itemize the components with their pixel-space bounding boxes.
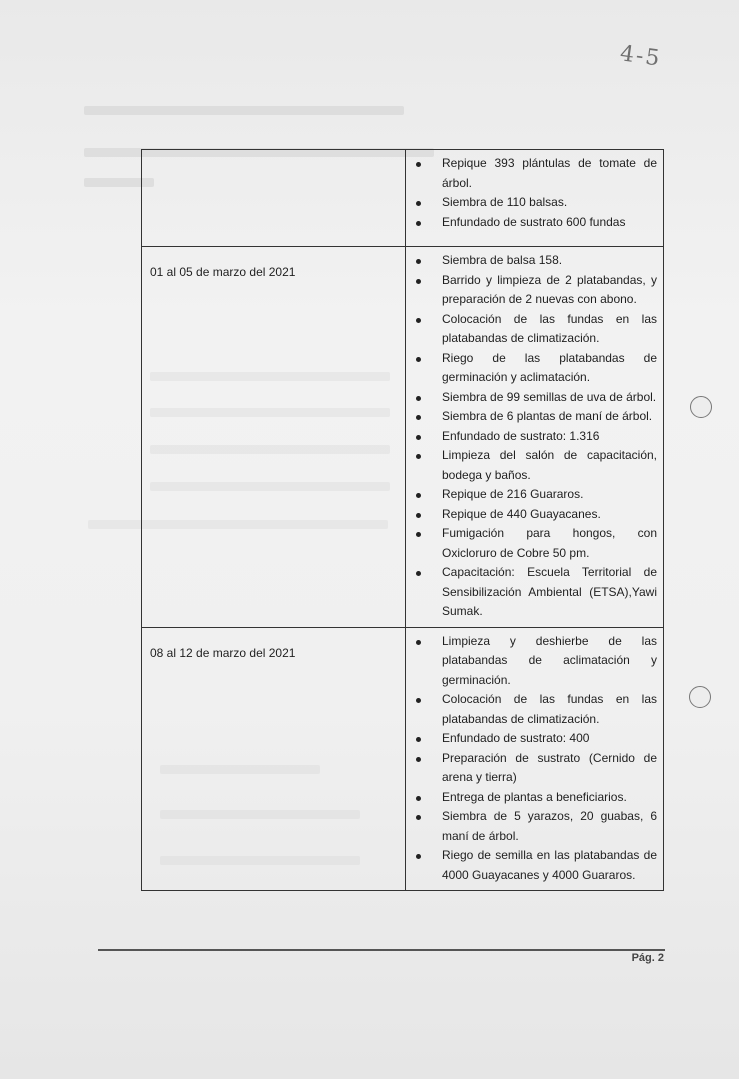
activity-text: Colocación de las fundas en las platabandas de climatización. bbox=[442, 311, 657, 345]
list-item bbox=[414, 749, 657, 788]
list-item bbox=[414, 427, 657, 447]
list-item bbox=[414, 407, 657, 427]
list-item bbox=[414, 446, 657, 485]
bullet-icon bbox=[416, 513, 421, 518]
list-item bbox=[414, 807, 657, 846]
date-cell bbox=[142, 150, 406, 247]
date-cell: 08 al 12 de marzo del 2021 bbox=[142, 627, 406, 891]
bullet-icon bbox=[416, 454, 421, 459]
activity-text: Siembra de balsa 158. bbox=[442, 253, 563, 267]
activity-text: Limpieza y deshierbe de las platabandas de aclimatación y germinación. bbox=[442, 633, 657, 687]
activity-text: Riego de las platabandas de germinación y aclimatación. bbox=[442, 350, 657, 384]
list-item bbox=[414, 271, 657, 310]
list-item bbox=[414, 193, 657, 213]
bullet-icon bbox=[416, 532, 421, 537]
footer-divider bbox=[98, 949, 665, 951]
punch-hole-icon bbox=[689, 686, 711, 708]
bullet-icon bbox=[416, 357, 421, 362]
bullet-icon bbox=[416, 415, 421, 420]
activities-cell bbox=[406, 150, 664, 247]
activity-text: Fumigación para hongos, con Oxicloruro de Cobre 50 pm. bbox=[442, 526, 657, 560]
activity-list bbox=[414, 632, 657, 886]
list-item bbox=[414, 505, 657, 525]
bullet-icon bbox=[416, 221, 421, 226]
activity-text: Repique de 216 Guararos. bbox=[442, 487, 584, 501]
activity-text: Enfundado de sustrato: 1.316 bbox=[442, 428, 600, 443]
bullet-icon bbox=[416, 571, 421, 576]
activity-text: Riego de semilla en las platabandas de 4000 Guayacanes y 4000 Guararos. bbox=[442, 848, 657, 882]
bullet-icon bbox=[416, 815, 421, 820]
activity-text: Barrido y limpieza de 2 platabandas, y preparación de 2 nuevas con abono. bbox=[442, 272, 657, 306]
handwritten-page-mark: 4-5 bbox=[618, 41, 663, 72]
activity-text: Enfundado de sustrato: 400 bbox=[442, 731, 590, 745]
table-row bbox=[142, 150, 664, 247]
activity-list bbox=[414, 154, 657, 232]
bullet-icon bbox=[416, 435, 421, 440]
table-row bbox=[142, 627, 664, 891]
bullet-icon bbox=[416, 757, 421, 762]
activity-list bbox=[414, 251, 657, 622]
activity-text: Siembra de 6 plantas de maní de árbol. bbox=[442, 409, 653, 423]
list-item bbox=[414, 213, 657, 233]
list-item bbox=[414, 154, 657, 193]
bullet-icon bbox=[416, 259, 421, 264]
activity-text: Capacitación: Escuela Territorial de Sensibilización Ambiental (ETSA),Yawi Sumak. bbox=[442, 565, 657, 618]
list-item bbox=[414, 632, 657, 691]
activity-text: Repique 393 plántulas de tomate de árbol. bbox=[442, 156, 657, 190]
list-item bbox=[414, 349, 657, 388]
list-item bbox=[414, 788, 657, 808]
date-cell: 01 al 05 de marzo del 2021 bbox=[142, 247, 406, 628]
activity-text: Entrega de plantas a beneficiarios. bbox=[442, 789, 627, 804]
activity-text: Siembra de 99 semillas de uva de árbol. bbox=[442, 389, 657, 404]
activity-text: Repique de 440 Guayacanes. bbox=[442, 506, 601, 521]
activities-cell bbox=[406, 627, 664, 891]
bullet-icon bbox=[416, 396, 421, 401]
list-item bbox=[414, 251, 657, 271]
bullet-icon bbox=[416, 698, 421, 703]
activities-cell bbox=[406, 247, 664, 628]
activity-text: Siembra de 5 yarazos, 20 guabas, 6 maní de árbol. bbox=[442, 809, 657, 843]
bullet-icon bbox=[416, 796, 421, 801]
bleed-through-line bbox=[84, 106, 404, 115]
list-item bbox=[414, 690, 657, 729]
list-item bbox=[414, 729, 657, 749]
list-item bbox=[414, 563, 657, 622]
list-item bbox=[414, 846, 657, 885]
list-item bbox=[414, 388, 657, 408]
bullet-icon bbox=[416, 640, 421, 645]
list-item bbox=[414, 524, 657, 563]
activity-text: Siembra de 110 balsas. bbox=[442, 195, 568, 209]
activity-text: Colocación de las fundas en las platabandas de climatización. bbox=[442, 692, 657, 726]
activity-text: Limpieza del salón de capacitación, bodega y baños. bbox=[442, 448, 657, 482]
punch-hole-icon bbox=[690, 396, 712, 418]
bullet-icon bbox=[416, 279, 421, 284]
activity-text: Preparación de sustrato (Cernido de arena y tierra) bbox=[442, 750, 657, 784]
bullet-icon bbox=[416, 737, 421, 742]
bullet-icon bbox=[416, 162, 421, 167]
list-item bbox=[414, 485, 657, 505]
activities-table bbox=[141, 149, 664, 891]
page-number: Pág. 2 bbox=[631, 952, 664, 964]
bullet-icon bbox=[416, 493, 421, 498]
activity-text: Enfundado de sustrato 600 fundas bbox=[442, 214, 626, 229]
list-item bbox=[414, 310, 657, 349]
bullet-icon bbox=[416, 854, 421, 859]
bullet-icon bbox=[416, 318, 421, 323]
bullet-icon bbox=[416, 201, 421, 206]
table-row bbox=[142, 247, 664, 628]
